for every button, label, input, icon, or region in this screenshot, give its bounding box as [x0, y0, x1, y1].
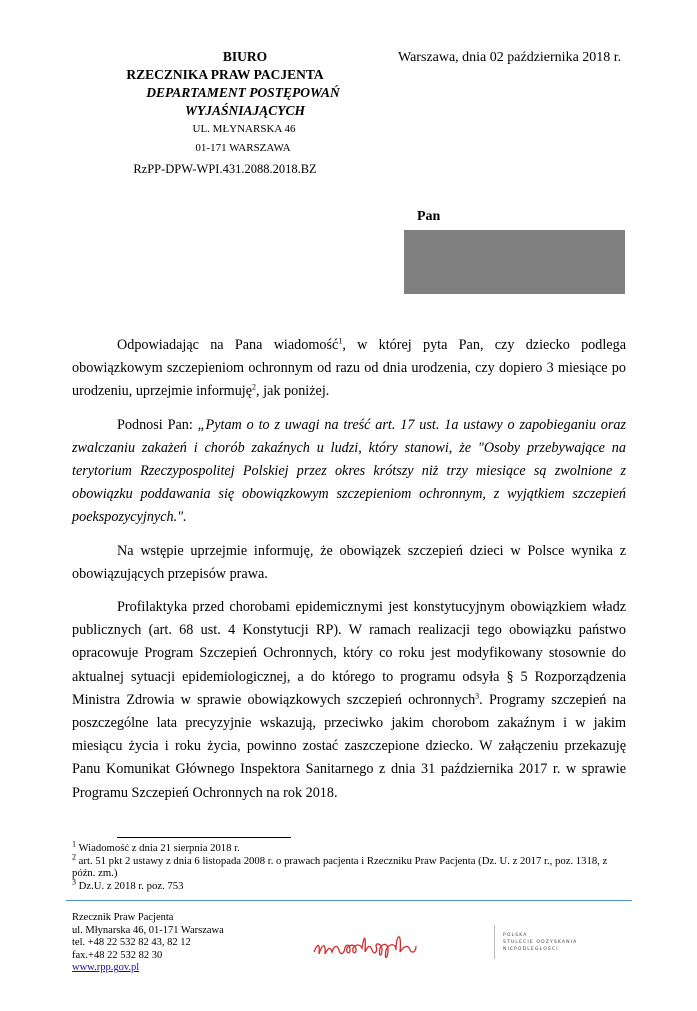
- footnote-ref-1: 1: [338, 336, 343, 346]
- niepodlegla-logo: [310, 922, 490, 964]
- logo-caption-line-2: STULECIE ODZYSKANIA: [503, 939, 578, 945]
- logo-caption-line-1: POLSKA: [503, 933, 528, 938]
- footnote-ref-3: 3: [475, 691, 480, 701]
- paragraph-3: Na wstępie uprzejmie informuję, że obowiązek szczepień dzieci w Polsce wynika z obowiązujących przepisów prawa.: [72, 542, 626, 582]
- redacted-recipient-address: [404, 230, 625, 294]
- p1-text-b: , w której pyta Pan, czy dziecko podlega obowiązkowym szczepieniom ochronnym od razu od dnia urodzenia, czy dopiero 3 miesiące po urodzeniu, uprzejmie informuję: [72, 337, 626, 400]
- footnotes: [72, 839, 632, 892]
- footnote-ref-2: 2: [252, 382, 257, 392]
- footer-name: Rzecznik Praw Pacjenta: [72, 912, 174, 923]
- letter-date: Warszawa, dnia 02 października 2018 r.: [398, 50, 622, 65]
- department-line-1: DEPARTAMENT POSTĘPOWAŃ: [146, 85, 340, 100]
- reference-number: RzPP-DPW-WPI.431.2088.2018.BZ: [133, 162, 317, 176]
- p4-text-a: Profilaktyka przed chorobami epidemicznymi jest konstytucyjnym obowiązkiem władz publicznych (art. 68 ust. 4 Konstytucji RP). W ramach realizacji tego obowiązku państwo opracowuje Program Szczepień Ochronnych, który co roku jest modyfikowany stosownie do aktualnej sytuacji epidemiologicznej, a do którego to programu odsyła § 5 Rozporządzenia Ministra Zdrowia w sprawie obowiązkowych szczepień ochronnych: [72, 599, 626, 708]
- paragraph-2: [72, 414, 626, 530]
- footnote-separator: [117, 837, 291, 838]
- p1-text-c: , jak poniżej.: [256, 383, 330, 400]
- office-line-1: BIURO: [222, 49, 268, 64]
- footer-fax: fax.+48 22 532 82 30: [72, 949, 163, 961]
- footnote-2: $^2$ art. 51 pkt 2 ustawy z dnia 6 listopada 2008 r. o prawach pacjenta i Rzeczniku Praw Pacjenta (Dz. U. z 2017 r., poz. 1318, z późn. zm.): [72, 851, 608, 879]
- footnote-1: $^1$ Wiadomość z dnia 21 sierpnia 2018 r.: [72, 839, 240, 854]
- paragraph-1: [72, 334, 626, 404]
- p4-text-b: . Programy szczepień na poszczególne lata precyzyjnie wskazują, przeciwko jakim chorobom zakaźnym i w jakim miesiącu życia i roku życia, powinno zostać zaszczepione dziecko. W załączeniu przekazuję Panu Komunikat Głównego Inspektora Sanitarnego z dnia 31 października 2017 r. w sprawie Programu Szczepień Ochronnych na rok 2018.: [72, 691, 626, 801]
- street-address: UL. MŁYNARSKA 46: [192, 123, 296, 135]
- logo-divider: [494, 925, 495, 959]
- city-address: 01-171 WARSZAWA: [195, 142, 291, 154]
- footer-divider: [66, 900, 632, 901]
- p2-quote: „Pytam o to z uwagi na treść art. 17 ust. 1a ustawy o zapobieganiu oraz zwalczaniu zakażeń i chorób zakaźnych u ludzi, który stanowi, że "Osoby przebywające na terytorium Rzeczypospolitej Polskiej przez okres krótszy niż trzy miesiące są zwolnione z obowiązku poddawania się obowiązkowym szczepieniom ochronnym, z wyjątkiem szczepień poekspozycyjnych.".: [72, 416, 627, 526]
- logo-script: [314, 937, 416, 958]
- office-line-2: RZECZNIKA PRAW PACJENTA: [126, 67, 324, 82]
- p2-lead: Podnosi Pan:: [117, 416, 198, 433]
- footer-phone: tel. +48 22 532 82 43, 82 12: [72, 937, 191, 949]
- recipient-salutation: Pan: [417, 209, 441, 224]
- paragraph-4: [72, 596, 626, 805]
- department-line-2: WYJAŚNIAJĄCYCH: [184, 103, 306, 118]
- logo-caption-line-3: NIEPODLEGŁOŚCI: [503, 946, 559, 952]
- letter-body: [72, 334, 626, 815]
- footer-contact: [72, 912, 224, 975]
- footer-address: ul. Młynarska 46, 01-171 Warszawa: [72, 924, 224, 936]
- letterhead: [80, 48, 370, 180]
- p1-text-a: Odpowiadając na Pana wiadomość: [117, 337, 339, 353]
- logo-caption: [503, 933, 577, 953]
- footnote-3: $^3$ Dz.U. z 2018 r. poz. 753: [72, 876, 184, 892]
- website-link[interactable]: www.rpp.gov.pl: [72, 962, 140, 974]
